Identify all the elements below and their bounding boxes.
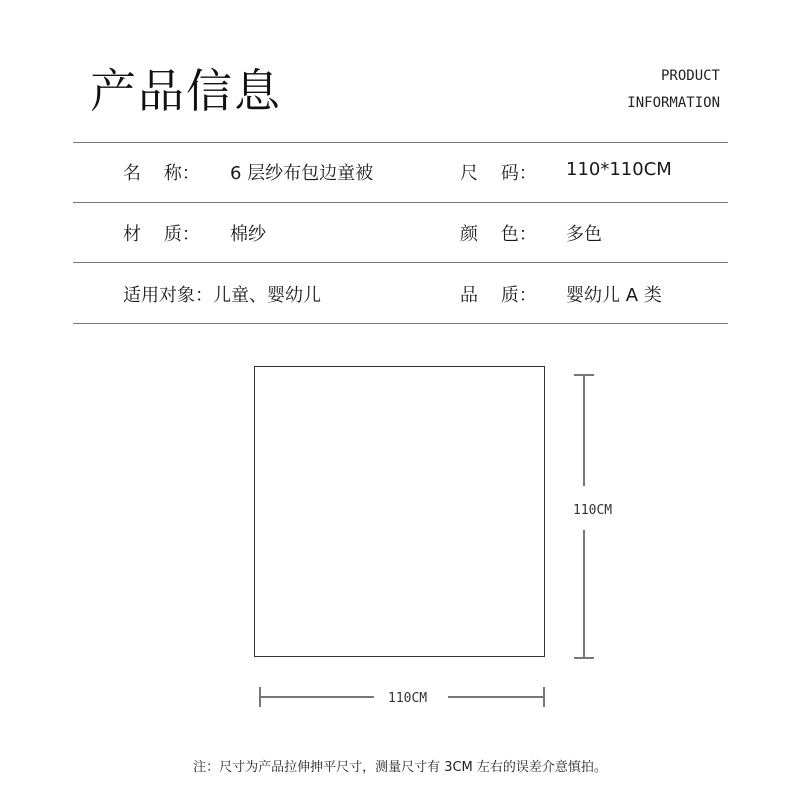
row-1-left-value: 6 层纱布包边童被 bbox=[230, 163, 374, 184]
width-dimension-line-right bbox=[448, 696, 545, 698]
table-row-divider bbox=[73, 262, 728, 263]
row-3-right-label: 品 质： bbox=[460, 285, 537, 306]
measurement-note: 注：尺寸为产品拉伸抻平尺寸，测量尺寸有 3CM 左右的误差介意慎拍。 bbox=[193, 760, 607, 775]
table-bottom-rule bbox=[73, 323, 728, 324]
height-dimension-line-lower bbox=[583, 530, 585, 658]
product-outline-square bbox=[254, 366, 545, 657]
row-1-left-label: 名 称： bbox=[123, 163, 200, 184]
row-2-left-value: 棉纱 bbox=[230, 224, 266, 245]
subtitle-line-2: INFORMATION bbox=[627, 95, 720, 111]
table-row-divider bbox=[73, 202, 728, 203]
height-dimension-bottom-tick bbox=[574, 657, 594, 659]
width-dimension-label: 110CM bbox=[388, 691, 428, 706]
table-top-rule bbox=[73, 142, 728, 143]
row-3-right-value: 婴幼儿 A 类 bbox=[566, 285, 662, 306]
page-title: 产品信息 bbox=[90, 64, 282, 118]
subtitle-line-1: PRODUCT bbox=[660, 68, 720, 84]
row-2-right-value: 多色 bbox=[566, 224, 602, 245]
row-2-left-label: 材 质： bbox=[123, 224, 200, 245]
row-3-left-value: 儿童、婴幼儿 bbox=[213, 285, 321, 306]
width-dimension-line-left bbox=[259, 696, 374, 698]
row-1-right-label: 尺 码： bbox=[460, 163, 537, 184]
page-subtitle-en bbox=[627, 63, 720, 117]
width-dimension-right-tick bbox=[543, 687, 545, 707]
row-1-right-value: 110*110CM bbox=[566, 159, 672, 180]
row-2-right-label: 颜 色： bbox=[460, 224, 537, 245]
row-3-left-label: 适用对象： bbox=[123, 285, 213, 306]
height-dimension-label: 110CM bbox=[573, 503, 613, 518]
height-dimension-line-upper bbox=[583, 374, 585, 486]
